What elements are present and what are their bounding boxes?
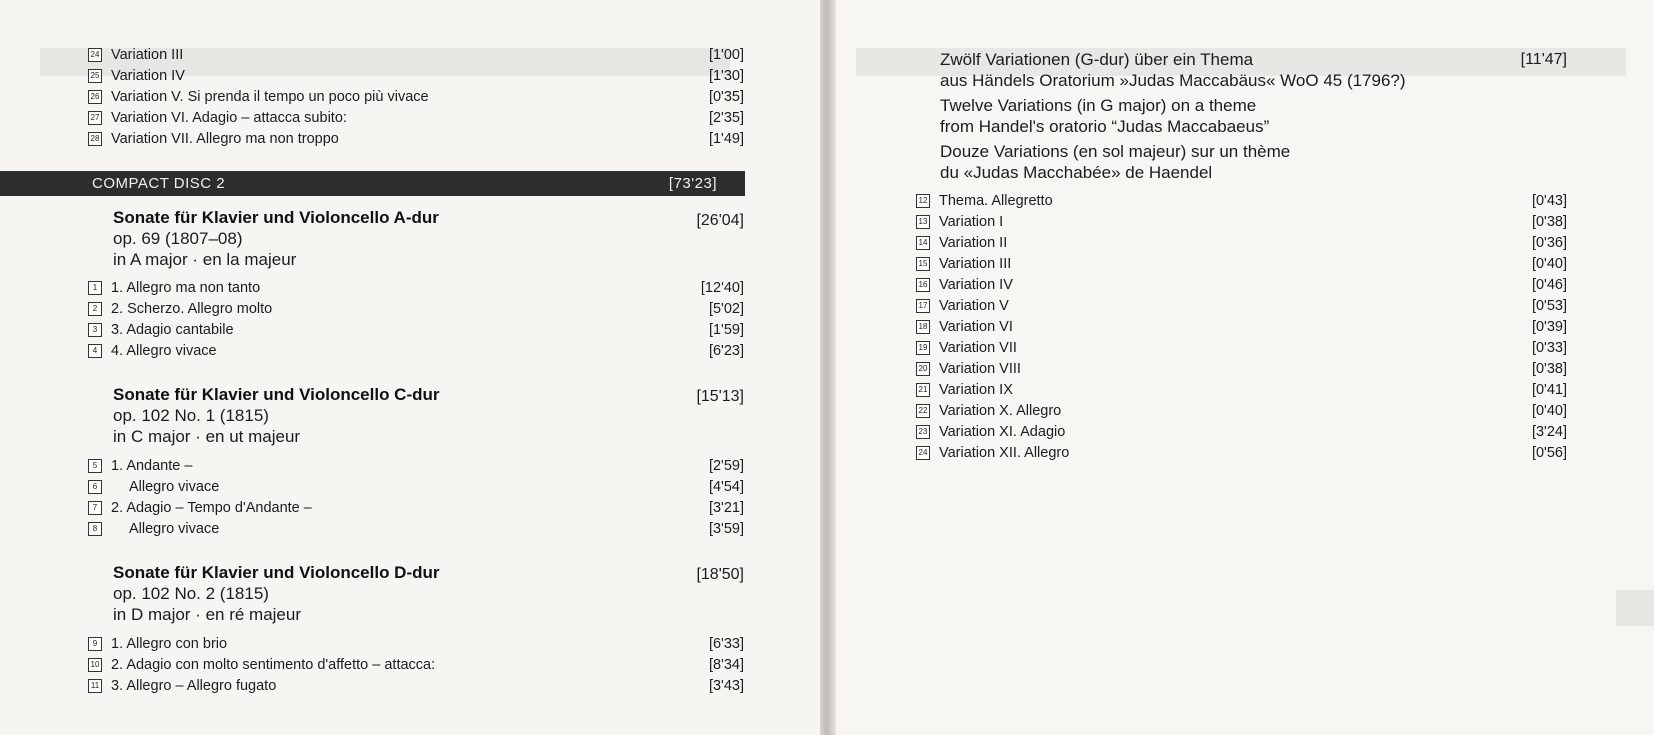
track-duration: [0'41] xyxy=(1531,382,1567,398)
track-row xyxy=(916,382,1013,398)
track-row xyxy=(916,340,1017,356)
track-title: Variation X. Allegro xyxy=(939,403,1062,419)
work-title: Sonate für Klavier und Violoncello C-dur xyxy=(113,385,440,404)
track-title: Allegro vivace xyxy=(129,479,220,495)
track-row xyxy=(88,521,219,537)
track-title: Variation VI. Adagio – attacca subito: xyxy=(111,110,347,126)
work-opus: op. 102 No. 1 (1815) xyxy=(113,406,269,425)
track-row xyxy=(88,678,276,694)
track-number-badge: 21 xyxy=(916,383,930,397)
track-duration: [0'38] xyxy=(1531,361,1567,377)
track-number-badge: 6 xyxy=(88,480,102,494)
track-row xyxy=(916,445,1069,461)
track-duration: [0'38] xyxy=(1531,214,1567,230)
track-number-badge: 16 xyxy=(916,278,930,292)
track-title: 2. Adagio – Tempo d'Andante – xyxy=(111,500,312,516)
work-title: Sonate für Klavier und Violoncello A-dur xyxy=(113,208,439,227)
track-row xyxy=(916,193,1053,209)
track-title: Variation VI xyxy=(939,319,1013,335)
track-duration: [3'43] xyxy=(708,678,744,694)
track-number-badge: 7 xyxy=(88,501,102,515)
track-number-badge: 20 xyxy=(916,362,930,376)
track-number-badge: 23 xyxy=(916,425,930,439)
track-duration: [0'33] xyxy=(1531,340,1567,356)
track-duration: [1'49] xyxy=(708,131,744,147)
track-duration: [4'54] xyxy=(708,479,744,495)
track-title: Variation III xyxy=(939,256,1012,272)
work-title-de: Zwölf Variationen (G-dur) über ein Thema xyxy=(940,50,1254,69)
track-row xyxy=(916,361,1021,377)
track-number-badge: 26 xyxy=(88,90,102,104)
track-title: Variation IV xyxy=(111,68,185,84)
track-number-badge: 27 xyxy=(88,111,102,125)
work-title-en: Twelve Variations (in G major) on a theme xyxy=(940,96,1257,115)
track-duration: [0'40] xyxy=(1531,403,1567,419)
track-number-badge: 22 xyxy=(916,404,930,418)
spine-gutter xyxy=(820,0,836,735)
track-duration: [3'59] xyxy=(708,521,744,537)
show-through-tab xyxy=(1616,590,1654,626)
work-title-en: from Handel's oratorio “Judas Maccabaeus” xyxy=(940,117,1270,136)
disc-duration: [73'23] xyxy=(668,175,717,192)
track-duration: [0'36] xyxy=(1531,235,1567,251)
track-number-badge: 17 xyxy=(916,299,930,313)
track-duration: [3'21] xyxy=(708,500,744,516)
track-row xyxy=(88,636,227,652)
track-row xyxy=(88,322,234,338)
track-title: Variation VIII xyxy=(939,361,1021,377)
track-number-badge: 25 xyxy=(88,69,102,83)
track-number-badge: 24 xyxy=(88,48,102,62)
track-title: 4. Allegro vivace xyxy=(111,343,217,359)
track-number-badge: 11 xyxy=(88,679,102,693)
work-key: in C major · en ut majeur xyxy=(113,427,301,446)
track-row xyxy=(88,68,185,84)
track-duration: [0'43] xyxy=(1531,193,1567,209)
disc-header-band xyxy=(0,171,745,196)
work-title-fr: du «Judas Macchabée» de Haendel xyxy=(940,163,1213,182)
track-row xyxy=(88,89,429,105)
right-page xyxy=(836,0,1654,735)
track-title: Variation III xyxy=(111,47,184,63)
track-number-badge: 5 xyxy=(88,459,102,473)
work-opus: op. 69 (1807–08) xyxy=(113,229,243,248)
work-key: in A major · en la majeur xyxy=(113,250,297,269)
track-duration: [0'39] xyxy=(1531,319,1567,335)
track-title: Variation XII. Allegro xyxy=(939,445,1070,461)
work-title-de: aus Händels Oratorium »Judas Maccabäus« WoO 45 (1796?) xyxy=(940,71,1406,90)
track-row xyxy=(88,657,435,673)
track-duration: [0'40] xyxy=(1531,256,1567,272)
track-title: Variation II xyxy=(939,235,1008,251)
track-duration: [8'34] xyxy=(708,657,744,673)
track-title: Variation I xyxy=(939,214,1004,230)
track-number-badge: 24 xyxy=(916,446,930,460)
track-duration: [1'00] xyxy=(708,47,744,63)
track-number-badge: 15 xyxy=(916,257,930,271)
track-row xyxy=(916,319,1013,335)
work-title-fr: Douze Variations (en sol majeur) sur un thème xyxy=(940,142,1291,161)
track-row xyxy=(88,500,312,516)
track-duration: [5'02] xyxy=(708,301,744,317)
track-number-badge: 14 xyxy=(916,236,930,250)
track-title: Variation XI. Adagio xyxy=(939,424,1066,440)
track-title: Variation VII. Allegro ma non troppo xyxy=(111,131,339,147)
track-number-badge: 10 xyxy=(88,658,102,672)
track-row xyxy=(88,479,219,495)
track-duration: [12'40] xyxy=(700,280,744,296)
track-number-badge: 28 xyxy=(88,132,102,146)
track-duration: [1'30] xyxy=(708,68,744,84)
work-opus: op. 102 No. 2 (1815) xyxy=(113,584,269,603)
track-title: 3. Adagio cantabile xyxy=(111,322,234,338)
track-number-badge: 12 xyxy=(916,194,930,208)
track-row xyxy=(916,214,1003,230)
track-title: Variation V. Si prenda il tempo un poco più vivace xyxy=(111,89,429,105)
work-title: Sonate für Klavier und Violoncello D-dur xyxy=(113,563,440,582)
track-row xyxy=(88,343,217,359)
track-row xyxy=(88,131,339,147)
track-title: Variation VII xyxy=(939,340,1017,356)
track-row xyxy=(916,277,1013,293)
track-number-badge: 19 xyxy=(916,341,930,355)
track-row xyxy=(916,298,1009,314)
track-number-badge: 2 xyxy=(88,302,102,316)
track-row xyxy=(88,47,183,63)
track-duration: [3'24] xyxy=(1531,424,1567,440)
track-row xyxy=(916,256,1011,272)
track-number-badge: 8 xyxy=(88,522,102,536)
track-title: Variation IX xyxy=(939,382,1013,398)
work-key: in D major · en ré majeur xyxy=(113,605,302,624)
track-duration: [0'53] xyxy=(1531,298,1567,314)
track-duration: [6'33] xyxy=(708,636,744,652)
disc-label: COMPACT DISC 2 xyxy=(92,175,226,192)
work-duration: [26'04] xyxy=(696,212,744,229)
track-title: 1. Andante – xyxy=(111,458,193,474)
track-title: Variation IV xyxy=(939,277,1013,293)
track-title: 1. Allegro ma non tanto xyxy=(111,280,261,296)
track-title: 2. Scherzo. Allegro molto xyxy=(111,301,273,317)
track-duration: [0'46] xyxy=(1531,277,1567,293)
track-number-badge: 13 xyxy=(916,215,930,229)
track-duration: [0'35] xyxy=(708,89,744,105)
track-title: Allegro vivace xyxy=(129,521,220,537)
track-duration: [6'23] xyxy=(708,343,744,359)
track-number-badge: 3 xyxy=(88,323,102,337)
track-number-badge: 4 xyxy=(88,344,102,358)
track-number-badge: 9 xyxy=(88,637,102,651)
track-row xyxy=(88,458,192,474)
track-duration: [2'59] xyxy=(708,458,744,474)
track-title: Thema. Allegretto xyxy=(939,193,1053,209)
track-duration: [0'56] xyxy=(1531,445,1567,461)
track-title: 1. Allegro con brio xyxy=(111,636,228,652)
track-duration: [1'59] xyxy=(708,322,744,338)
track-row xyxy=(88,280,260,296)
work-duration: [11'47] xyxy=(1520,51,1567,68)
track-row xyxy=(88,110,347,126)
track-row xyxy=(916,424,1065,440)
left-page xyxy=(0,0,820,735)
track-number-badge: 18 xyxy=(916,320,930,334)
track-title: Variation V xyxy=(939,298,1009,314)
track-row xyxy=(916,403,1061,419)
work-duration: [15'13] xyxy=(696,388,744,405)
track-row xyxy=(916,235,1007,251)
track-title: 2. Adagio con molto sentimento d'affetto – attacca: xyxy=(111,657,436,673)
track-row xyxy=(88,301,272,317)
track-number-badge: 1 xyxy=(88,281,102,295)
track-duration: [2'35] xyxy=(708,110,744,126)
track-title: 3. Allegro – Allegro fugato xyxy=(111,678,277,694)
work-duration: [18'50] xyxy=(696,566,744,583)
